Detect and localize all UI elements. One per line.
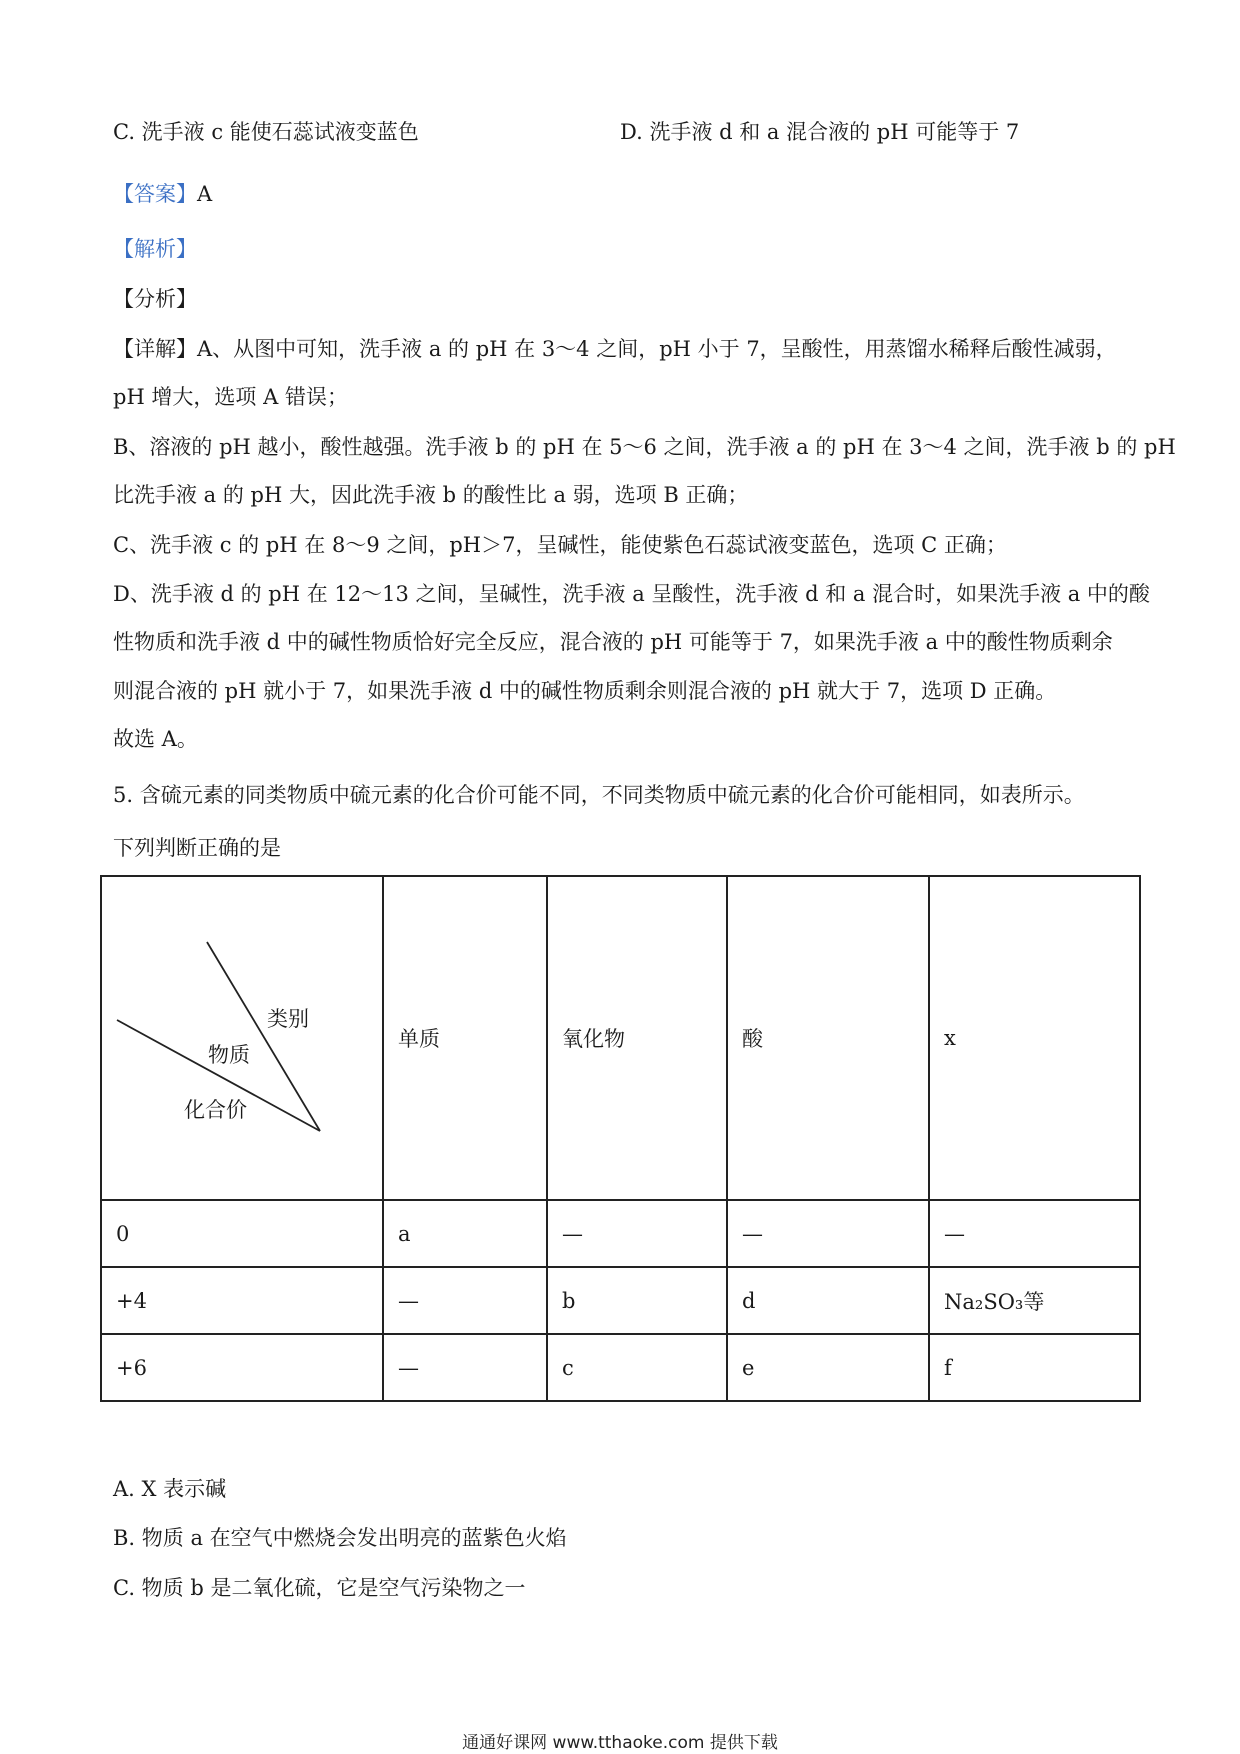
table-cell: — xyxy=(383,1334,547,1401)
diagonal-label-valence: 化合价 xyxy=(184,1098,247,1122)
question-5-stem-2: 下列判断正确的是 xyxy=(113,836,281,860)
explanation-line: 性物质和洗手液 d 中的碱性物质恰好完全反应，混合液的 pH 可能等于 7，如果洗手液 a 中的酸性物质剩余 xyxy=(113,630,1113,654)
diagonal-label-substance: 物质 xyxy=(208,1043,250,1067)
table-cell: — xyxy=(727,1200,929,1267)
table-row xyxy=(101,1267,1140,1334)
option-d-prev: D. 洗手液 d 和 a 混合液的 pH 可能等于 7 xyxy=(620,120,1020,144)
header-x: x xyxy=(929,876,1140,1200)
valence-cell: 0 xyxy=(101,1200,383,1267)
table-header-row xyxy=(101,876,1140,1200)
sulfur-valence-table xyxy=(100,875,1141,1402)
explanation-line: D、洗手液 d 的 pH 在 12～13 之间，呈碱性，洗手液 a 呈酸性，洗手液 d 和 a 混合时，如果洗手液 a 中的酸 xyxy=(113,582,1150,606)
valence-cell: +4 xyxy=(101,1267,383,1334)
fenxi-tag: 【分析】 xyxy=(113,287,197,311)
option-a: A. X 表示碱 xyxy=(113,1477,227,1501)
table-cell: c xyxy=(547,1334,727,1401)
table-cell: b xyxy=(547,1267,727,1334)
explanation-line: pH 增大，选项 A 错误； xyxy=(113,385,348,409)
explanation-line: C、洗手液 c 的 pH 在 8～9 之间，pH＞7，呈碱性，能使紫色石蕊试液变蓝色，选项 C 正确； xyxy=(113,533,1007,557)
table-cell: a xyxy=(383,1200,547,1267)
table-cell: Na₂SO₃等 xyxy=(929,1267,1140,1334)
explanation-line: 故选 A。 xyxy=(113,727,198,751)
answer-value: A xyxy=(197,182,213,206)
diagonal-header xyxy=(102,877,382,1199)
diagonal-label-category: 类别 xyxy=(267,1007,309,1031)
option-c-prev: C. 洗手液 c 能使石蕊试液变蓝色 xyxy=(113,120,419,144)
page-footer: 通通好课网 www.tthaoke.com 提供下载 xyxy=(462,1733,778,1753)
explanation-line: 比洗手液 a 的 pH 大，因此洗手液 b 的酸性比 a 弱，选项 B 正确； xyxy=(113,483,749,507)
header-oxide: 氧化物 xyxy=(547,876,727,1200)
diagonal-lines xyxy=(102,877,394,1199)
table-cell: — xyxy=(383,1267,547,1334)
table-cell: — xyxy=(929,1200,1140,1267)
table-cell: — xyxy=(547,1200,727,1267)
explanation-line: 则混合液的 pH 就小于 7，如果洗手液 d 中的碱性物质剩余则混合液的 pH 就大于 7，选项 D 正确。 xyxy=(113,679,1057,703)
diagonal-header-cell xyxy=(101,876,383,1200)
table-row xyxy=(101,1334,1140,1401)
analysis-tag: 【解析】 xyxy=(113,237,197,261)
header-simple-substance: 单质 xyxy=(383,876,547,1200)
question-5-stem: 5. 含硫元素的同类物质中硫元素的化合价可能不同，不同类物质中硫元素的化合价可能相同，如表所示。 xyxy=(113,783,1085,807)
answer-line xyxy=(113,184,212,205)
table-cell: e xyxy=(727,1334,929,1401)
explanation-line: 【详解】A、从图中可知，洗手液 a 的 pH 在 3～4 之间，pH 小于 7，呈酸性，用蒸馏水稀释后酸性减弱， xyxy=(113,337,1117,361)
table-cell: d xyxy=(727,1267,929,1334)
explanation-line: B、溶液的 pH 越小，酸性越强。洗手液 b 的 pH 在 5～6 之间，洗手液 a 的 pH 在 3～4 之间，洗手液 b 的 pH xyxy=(113,435,1176,459)
table-row xyxy=(101,1200,1140,1267)
valence-cell: +6 xyxy=(101,1334,383,1401)
option-b: B. 物质 a 在空气中燃烧会发出明亮的蓝紫色火焰 xyxy=(113,1526,567,1550)
answer-tag: 【答案】 xyxy=(113,182,197,206)
header-acid: 酸 xyxy=(727,876,929,1200)
table-cell: f xyxy=(929,1334,1140,1401)
option-c: C. 物质 b 是二氧化硫，它是空气污染物之一 xyxy=(113,1576,526,1600)
